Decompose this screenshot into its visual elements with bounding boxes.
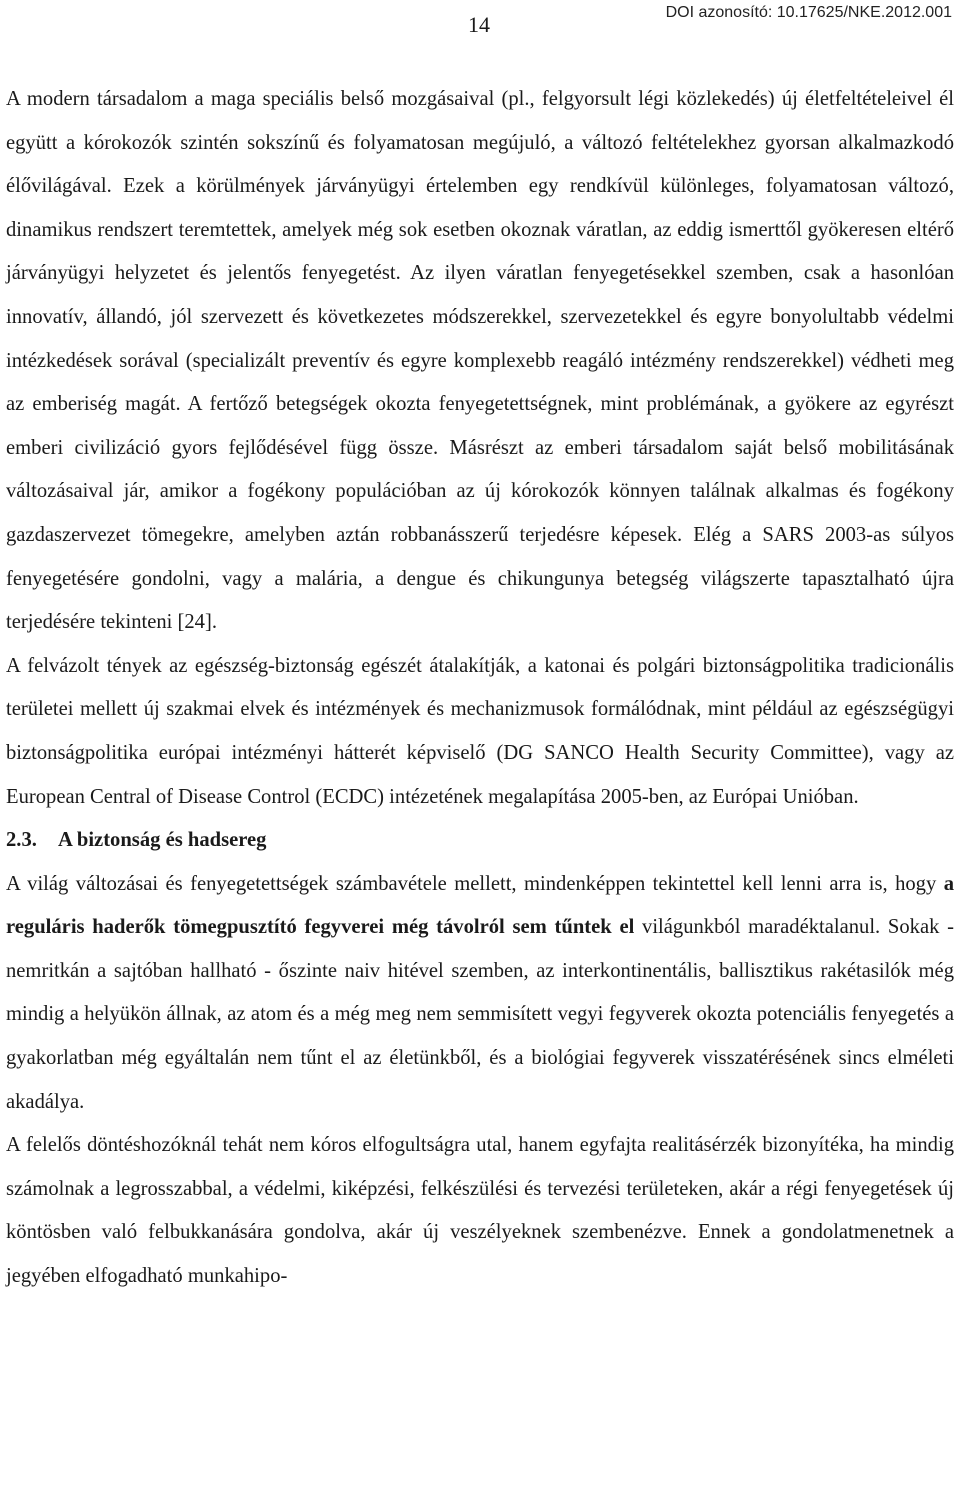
section-number: 2.3.	[6, 829, 37, 852]
document-body	[6, 78, 954, 1299]
emphasized-text: a reguláris haderők tömegpusztító fegyverei még távolról sem tűntek el	[6, 872, 954, 939]
paragraph-epidemiology	[6, 78, 954, 645]
section-title: A biztonság és hadsereg	[58, 829, 267, 852]
paragraph-weapons	[6, 863, 954, 1125]
paragraph-decision-makers	[6, 1124, 954, 1298]
paragraph-sentence: Elég a SARS 2003-as súlyos fenyegetésére gondolni, vagy a malária, a dengue és chikungunya betegség világszerte tapasztalható újra terjedésére tekinteni [24].	[6, 523, 954, 634]
paragraph-sentence: A modern társadalom a maga speciális belső mozgásaival (pl., felgyorsult légi közlekedés) új életfeltételeivel él együtt a kórokozók szintén sokszínű és folyamatosan megújuló, a változó feltételekhez gyorsan alkalmazkodó élővilágával.	[6, 88, 954, 198]
doi-identifier: DOI azonosító: 10.17625/NKE.2012.001	[665, 4, 952, 21]
section-heading	[6, 819, 954, 863]
paragraph-sentence: Ennek a gondolatmenetnek a jegyében elfogadható munkahipo-	[6, 1221, 954, 1288]
paragraph-sentence: A fertőző betegségek okozta fenyegetettségnek, mint problémának, a gyökere az egyrészt emberi civilizáció gyors fejlődésével függ össze.	[6, 393, 954, 459]
paragraph-text: világunkból maradéktalanul.	[634, 916, 881, 939]
paragraph-sentence: Sokak - nemritkán a sajtóban hallható - őszinte naiv hitével szemben, az interkontinentális, ballisztikus rakétasilók még mindig a helyükön állnak, az atom és a még meg nem semmisített vegyi fegyverek okozta potenciális fenyegetés a gyakorlatban még egyáltalán nem tűnt el az életünkből, és a biológiai fegyverek visszatérésének sincs elméleti akadálya.	[6, 916, 954, 1113]
paragraph-text: A világ változásai és fenyegetettségek számbavétele mellett, mindenképpen tekintettel kell lenni arra is, hogy	[6, 872, 944, 895]
paragraph-health-security: A felvázolt tények az egészség-biztonság egészét átalakítják, a katonai és polgári biztonságpolitika tradicionális területei mellett új szakmai elvek és intézmények és mechanizmusok formálódnak, mint például az egészségügyi biztonságpolitika európai intézményi hátterét képviselő (DG SANCO Health Security Committee), vagy az European Central of Disease Control (ECDC) intézetének megalapítása 2005-ben, az Európai Unióban.	[6, 654, 954, 808]
paragraph-sentence: Az ilyen váratlan fenyegetésekkel szemben, csak a hasonlóan innovatív, állandó, jól szervezett és következetes módszerekkel, szervezetekkel és egyre bonyolultabb védelmi intézkedések sorával (specializált preventív és egyre komplexebb reagáló intézmény rendszerekkel) védheti meg az emberiség magát.	[6, 262, 955, 416]
page-number: 14	[468, 12, 490, 37]
paragraph-sentence: A felelős döntéshozóknál tehát nem kóros elfogultságra utal, hanem egyfajta realitásérzék bizonyítéka, ha mindig számolnak a legrosszabbal, a védelmi, kiképzési, felkészülési és tervezési területeken, akár a régi fenyegetések új köntösben való felbukkanására gondolva, akár új veszélyeknek szembenézve.	[6, 1134, 954, 1244]
paragraph-sentence: Másrészt az emberi társadalom saját belső mobilitásának változásaival jár, amikor a fogékony populációban az új kórokozók könnyen találnak alkalmas és fogékony gazdaszervezet tömegekre, amelyben aztán robbanásszerű terjedésre képesek.	[6, 436, 955, 546]
paragraph-sentence: Ezek a körülmények járványügyi értelemben egy rendkívül különleges, folyamatosan változó, dinamikus rendszert teremtettek, amelyek még sok esetben okoznak váratlan, az eddig ismerttől gyökeresen eltérő járványügyi helyzetet és jelentős fenyegetést.	[6, 175, 954, 285]
